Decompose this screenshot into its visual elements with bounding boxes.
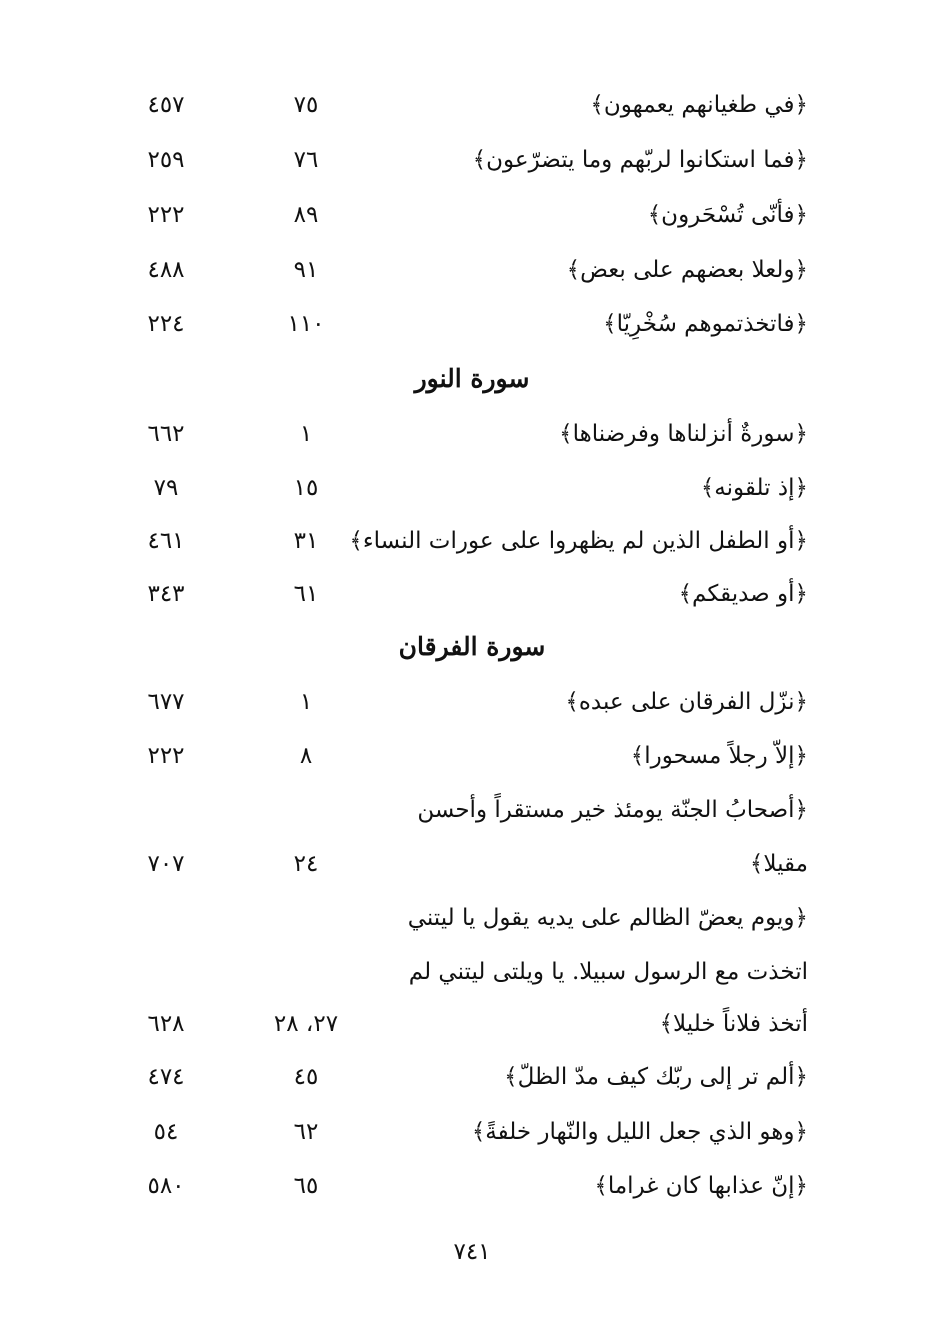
ayah-number: ٤٥ (293, 1064, 319, 1090)
page-reference: ٢٢٢ (147, 202, 185, 228)
ayah-number: ١٥ (293, 475, 319, 501)
page-reference: ٥٤ (153, 1119, 179, 1145)
page-reference: ٦٧٧ (147, 689, 185, 715)
ayah-number: ٦٥ (293, 1173, 319, 1199)
page-number: ٧٤١ (453, 1239, 491, 1265)
verse-text: ﴿نزّل الفرقان على عبده﴾ (565, 689, 808, 715)
index-row (0, 78, 944, 132)
index-row (0, 675, 944, 729)
verse-text: ﴿إلاّ رجلاً مسحورا﴾ (630, 743, 808, 769)
index-row (0, 514, 944, 568)
ayah-number: ٢٧، ٢٨ (273, 1011, 339, 1037)
verse-text: ﴿أو صديقكم﴾ (678, 581, 808, 607)
verse-text: ﴿إذ تلقونه﴾ (700, 475, 808, 501)
ayah-number: ١ (299, 421, 313, 447)
index-row (0, 461, 944, 515)
index-row (0, 1105, 944, 1159)
page-reference: ٢٢٢ (147, 743, 185, 769)
index-row (0, 297, 944, 351)
verse-text-line: أتخذ فلاناً خليلا﴾ (659, 1011, 808, 1037)
page-reference: ٧٩ (153, 475, 179, 501)
verse-text: ﴿ألم تر إلى ربّك كيف مدّ الظلّ﴾ (504, 1064, 808, 1090)
index-row-continued (0, 891, 944, 945)
index-row-continued (0, 945, 944, 999)
ayah-number: ٧٦ (293, 147, 319, 173)
ayah-number: ٩١ (293, 257, 319, 283)
page-reference: ٤٥٧ (147, 92, 185, 118)
index-row (0, 188, 944, 242)
index-row (0, 1159, 944, 1213)
verse-text: ﴿ولعلا بعضهم على بعض﴾ (566, 257, 808, 283)
page-reference: ٦٦٢ (147, 421, 185, 447)
index-row (0, 837, 944, 891)
ayah-number: ٦١ (293, 581, 319, 607)
verse-text: ﴿أو الطفل الذين لم يظهروا على عورات النساء﴾ (349, 528, 808, 554)
index-row (0, 1050, 944, 1104)
ayah-number: ٣١ (293, 528, 319, 554)
page-reference: ٣٤٣ (147, 581, 185, 607)
page-reference: ٤٨٨ (147, 257, 185, 283)
page-reference: ٧٠٧ (147, 851, 185, 877)
verse-text-line: ﴿أصحابُ الجنّة يومئذ خير مستقراً وأحسن (417, 797, 808, 823)
index-row (0, 729, 944, 783)
verse-text: ﴿إنّ عذابها كان غراما﴾ (594, 1173, 808, 1199)
verse-text: ﴿في طغيانهم يعمهون﴾ (590, 92, 808, 118)
verse-text-line: اتخذت مع الرسول سبيلا. يا ويلتى ليتني لم (408, 959, 808, 985)
index-row (0, 243, 944, 297)
verse-text-line: ﴿ويوم يعضّ الظالم على يديه يقول يا ليتني (407, 905, 808, 931)
page-reference: ٤٧٤ (147, 1064, 185, 1090)
ayah-number: ٦٢ (293, 1119, 319, 1145)
ayah-number: ٢٤ (293, 851, 319, 877)
ayah-number: ١ (299, 689, 313, 715)
surah-heading: سورة النور (414, 364, 530, 393)
verse-text: ﴿فأنّى تُسْحَرون﴾ (647, 202, 808, 228)
ayah-number: ٧٥ (293, 92, 319, 118)
ayah-number: ٨ (299, 743, 313, 769)
verse-text: ﴿فاتخذتموهم سُخْرِيّا﴾ (603, 311, 808, 337)
index-row (0, 997, 944, 1051)
page-reference: ٢٢٤ (147, 311, 185, 337)
index-row (0, 133, 944, 187)
surah-heading: سورة الفرقان (398, 632, 546, 661)
index-row-continued (0, 783, 944, 837)
verse-text-line: مقيلا﴾ (749, 851, 808, 877)
page-reference: ٢٥٩ (147, 147, 185, 173)
verse-text: ﴿وهو الذي جعل الليل والنّهار خلفةً﴾ (471, 1119, 808, 1145)
verse-text: ﴿سورةٌ أنزلناها وفرضناها﴾ (559, 421, 808, 447)
verse-text: ﴿فما استكانوا لربّهم وما يتضرّعون﴾ (472, 147, 808, 173)
ayah-number: ١١٠ (287, 311, 325, 337)
page-reference: ٥٨٠ (147, 1173, 185, 1199)
page-reference: ٤٦١ (147, 528, 185, 554)
ayah-number: ٨٩ (293, 202, 319, 228)
page-reference: ٦٢٨ (147, 1011, 185, 1037)
index-row (0, 407, 944, 461)
index-row (0, 567, 944, 621)
